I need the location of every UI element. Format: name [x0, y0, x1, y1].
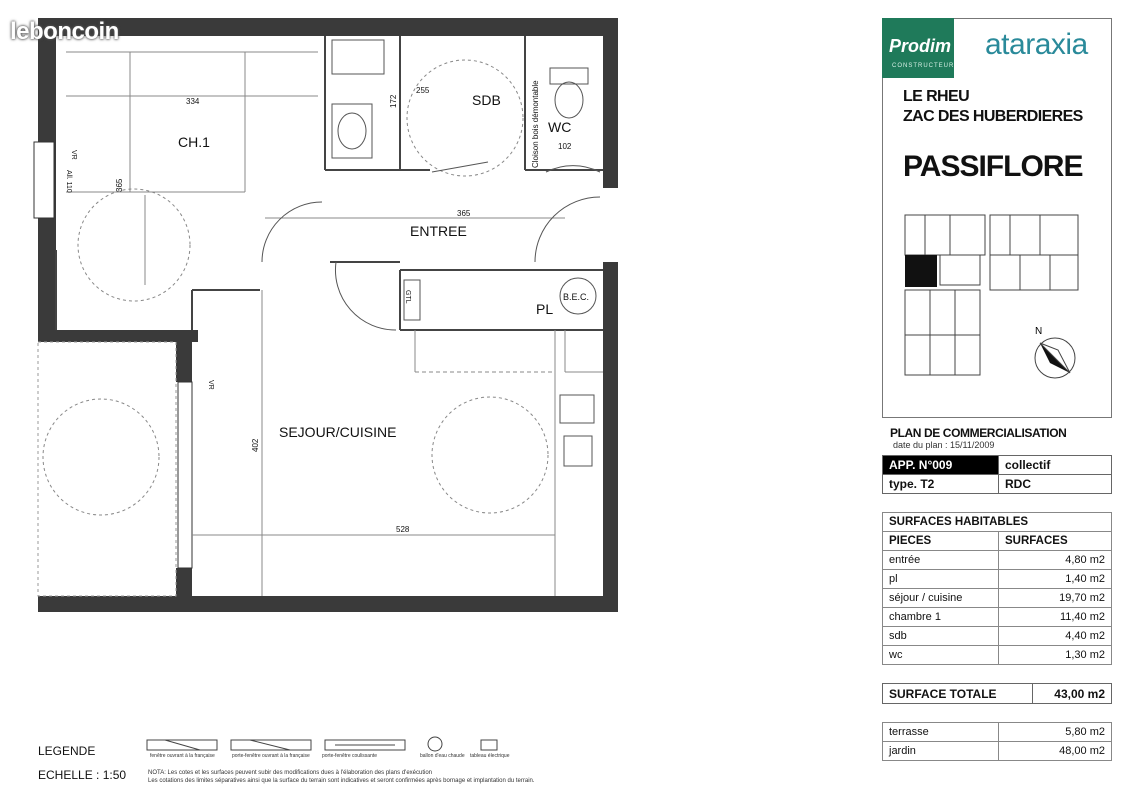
label-entree: ENTREE	[410, 223, 467, 239]
compass-label: N	[1035, 326, 1043, 337]
surfaces-table	[882, 512, 1112, 665]
dim-sejour-height: 402	[251, 438, 260, 452]
total-value: 43,00 m2	[1033, 684, 1112, 704]
extras-table	[882, 722, 1112, 761]
table-row	[883, 551, 1112, 570]
location-line-1: LE RHEU	[903, 88, 970, 105]
dim-sejour-width: 528	[396, 525, 410, 534]
annot-gtl: GTL	[404, 290, 411, 304]
row-piece: chambre 1	[883, 608, 999, 627]
table-row	[883, 570, 1112, 589]
row-piece: séjour / cuisine	[883, 589, 999, 608]
label-sejour: SEJOUR/CUISINE	[279, 424, 397, 440]
legend-item-ballon: ballon d'eau chaude	[420, 753, 465, 759]
scale-label: ECHELLE : 1:50	[38, 768, 127, 782]
ataraxia-logo: ataraxia	[985, 28, 1088, 61]
row-surface: 4,80 m2	[999, 551, 1112, 570]
row-surface: 1,30 m2	[999, 646, 1112, 665]
legend-symbols	[145, 734, 515, 764]
window-chambre	[34, 142, 54, 218]
note-line-2: Les cotations des limites séparatives ainsi que la surface du terrain sont indicatives et seront confirmées après bornage et implantation du terrain.	[148, 778, 535, 784]
apt-category: collectif	[999, 456, 1112, 475]
label-bec: B.E.C.	[563, 292, 590, 302]
location-line-2: ZAC DES HUBERDIERES	[903, 108, 1083, 125]
watermark: leboncoin	[10, 18, 119, 45]
row-piece: entrée	[883, 551, 999, 570]
row-surface: 4,40 m2	[999, 627, 1112, 646]
table-row	[883, 608, 1112, 627]
legend-item-coulissante: porte-fenêtre coulissante	[322, 753, 378, 759]
table-row	[883, 646, 1112, 665]
row-piece: jardin	[883, 742, 999, 761]
row-surface: 5,80 m2	[999, 723, 1112, 742]
surfaces-title: SURFACES HABITABLES	[883, 513, 1112, 532]
dim-sdb-height: 172	[389, 94, 398, 108]
dim-wc-width: 102	[558, 142, 572, 151]
apt-number: APP. N°009	[883, 456, 999, 475]
apt-level: RDC	[999, 475, 1112, 494]
table-row	[883, 723, 1112, 742]
note-line-1: NOTA: Les cotes et les surfaces peuvent subir des modifications dues à l'élaboration des plans d'exécution	[148, 770, 433, 776]
col-pieces: PIECES	[883, 532, 999, 551]
legend-title: LEGENDE	[38, 744, 96, 758]
row-surface: 11,40 m2	[999, 608, 1112, 627]
row-piece: sdb	[883, 627, 999, 646]
total-label: SURFACE TOTALE	[883, 684, 1033, 704]
dim-entree-width: 365	[457, 209, 471, 218]
legend-note	[148, 769, 535, 785]
col-surfaces: SURFACES	[999, 532, 1112, 551]
row-surface: 1,40 m2	[999, 570, 1112, 589]
apartment-info-table	[882, 455, 1112, 494]
legend-item-porte-fenetre: porte-fenêtre ouvrant à la française	[232, 753, 310, 759]
dim-sdb-width: 255	[416, 86, 430, 95]
compass-icon	[1035, 338, 1075, 378]
row-piece: pl	[883, 570, 999, 589]
prodim-logo-subtitle: CONSTRUCTEUR	[892, 63, 955, 69]
label-wc: WC	[548, 119, 572, 135]
site-plan-thumbnail	[900, 210, 1085, 385]
label-placard: PL	[536, 301, 554, 317]
plan-title: PLAN DE COMMERCIALISATION	[890, 426, 1067, 440]
dim-ch-width: 334	[186, 97, 200, 106]
apt-type: type. T2	[883, 475, 999, 494]
row-surface: 19,70 m2	[999, 589, 1112, 608]
prodim-logo-text: Prodim	[889, 36, 952, 56]
annot-vr-chambre: VR	[70, 150, 77, 160]
row-piece: terrasse	[883, 723, 999, 742]
row-piece: wc	[883, 646, 999, 665]
window-sejour	[178, 382, 192, 568]
annot-all: All. 110	[65, 170, 72, 193]
project-name: PASSIFLORE	[903, 150, 1083, 183]
annot-cloison: Cloison bois démontable	[531, 80, 540, 168]
table-row	[883, 742, 1112, 761]
row-surface: 48,00 m2	[999, 742, 1112, 761]
table-row	[883, 627, 1112, 646]
total-surface-table	[882, 683, 1112, 704]
plan-date: date du plan : 15/11/2009	[893, 440, 995, 450]
label-chambre: CH.1	[178, 134, 210, 150]
annot-vr-sejour: VR	[207, 380, 214, 390]
dim-ch-height: 365	[115, 178, 124, 192]
label-sdb: SDB	[472, 92, 501, 108]
table-row	[883, 589, 1112, 608]
legend-item-fenetre: fenêtre ouvrant à la française	[150, 753, 215, 759]
legend-item-tableau: tableau électrique	[470, 753, 510, 759]
